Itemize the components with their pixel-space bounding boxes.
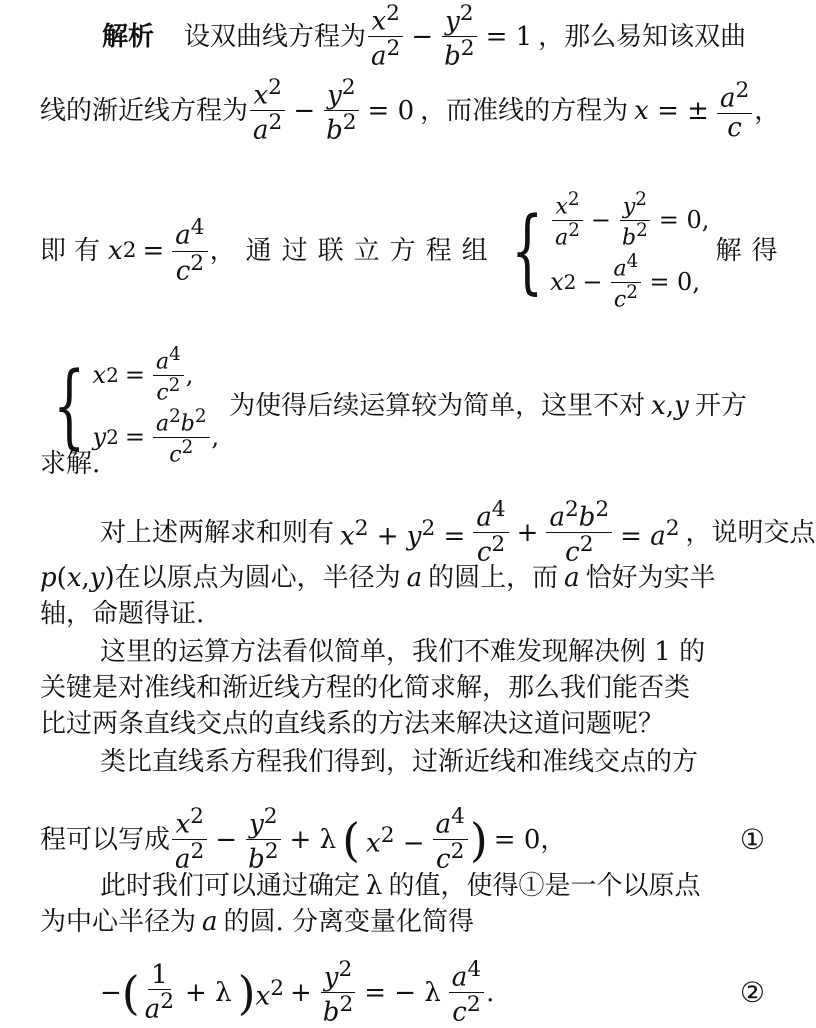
- line-6: 对上述两解求和则有 $x^2 + y^2$ = $\frac{a^4}{c^2}$ + $\frac{a^2b^2}{c^2}$ = $a^2$ ，说明交点: [100, 497, 816, 568]
- text: 线的渐近线方程为: [40, 95, 249, 126]
- fraction-y2-b2: $\frac{y^2}{b^2}$: [441, 2, 477, 72]
- line-13: 程可以写成 $\frac{x^2}{a^2}$ − $\frac{y^2}{b^2}$ + λ ( $x^2$ − $\frac{a^4}{c^2}$ ) = 0， ①: [40, 804, 765, 875]
- line-1: 解析 设双曲线方程为 $\frac{x^2}{a^2}$ − $\frac{y^2}{b^2}$ = 1 ，那么易知该双曲: [102, 1, 747, 72]
- text: 恰好为实半: [585, 563, 716, 593]
- line-5: [40, 444, 765, 484]
- fraction-a2-c: $\frac{a^2}{c}$: [717, 79, 752, 143]
- text: 开方: [694, 391, 747, 422]
- text: 对上述两解求和则有: [100, 517, 335, 548]
- text: 在以原点为圆心，半径为: [114, 563, 401, 593]
- line-7: p(x,y) 在以原点为圆心，半径为 a 的圆上，而 a 恰好为实半: [40, 558, 765, 598]
- fraction-a2b2-c2: $\frac{a^2b^2}{c^2}$: [546, 498, 612, 568]
- line-14: 此时我们可以通过确定 λ 的值，使得①是一个以原点: [100, 866, 765, 906]
- text: 的值，使得①是一个以原点: [388, 871, 701, 901]
- text: 求解.: [40, 449, 101, 479]
- text: 为中心半径为: [40, 907, 197, 937]
- line-12: [100, 742, 765, 782]
- equation-number-2: ②: [739, 975, 765, 1009]
- line-8: [40, 594, 765, 634]
- text: 即有: [40, 236, 109, 267]
- text: 轴，命题得证.: [40, 599, 205, 629]
- fraction-x2-a2: $\frac{x^2}{a^2}$: [368, 2, 403, 72]
- fraction-y2-b2: $\frac{y^2}{b^2}$: [323, 76, 359, 146]
- solution-system: { x 2 = $\frac{a^4}{c^2}$ , y 2 = $\frac{a^2b^2}{c^2}$ ,: [53, 344, 220, 467]
- equation-number-1: ①: [739, 822, 765, 856]
- fraction-a4-c2: $\frac{a^4}{c^2}$: [473, 498, 508, 568]
- text: 的圆上，而: [428, 563, 559, 593]
- text: 设双曲线方程为: [184, 21, 367, 52]
- text: 比过两条直线交点的直线系的方法来解决这道问题呢？: [40, 709, 665, 739]
- text: ，通过联立方程组: [209, 236, 498, 267]
- text: 此时我们可以通过确定: [100, 871, 361, 901]
- text: ，那么易知该双曲: [538, 21, 747, 52]
- text: ，而准线的方程为: [420, 95, 629, 126]
- text: 关键是对准线和渐近线方程的化简求解，那么我们能否类: [40, 673, 691, 703]
- fraction-y2-b2: $\frac{y^2}{b^2}$: [245, 805, 281, 875]
- fraction-x2-a2: $\frac{x^2}{a^2}$: [250, 76, 285, 146]
- fraction-x2-a2: $\frac{x^2}{a^2}$: [172, 805, 207, 875]
- analysis-label: 解析: [102, 21, 155, 52]
- line-9: [100, 632, 765, 672]
- fraction-1-a2: $\frac{1}{a^2}$: [144, 959, 175, 1026]
- text: 这里的运算方法看似简单，我们不难发现解决例 1 的: [100, 637, 706, 667]
- text: ，说明交点: [685, 517, 816, 548]
- fraction-y2-b2: $\frac{y^2}{b^2}$: [320, 958, 356, 1028]
- text: 为使得后续运算较为简单，这里不对: [229, 391, 646, 422]
- fraction-a4-c2: $\frac{a^4}{c^2}$: [449, 958, 484, 1028]
- line-10: [40, 668, 765, 708]
- fraction-a4-c2: $\frac{a^4}{c^2}$: [172, 216, 207, 286]
- line-16: − ( $\frac{1}{a^2}$ + λ ) $x^2$ + $\frac{y^2}{b^2}$ = − λ $\frac{a^4}{c^2}$ . ②: [100, 957, 765, 1028]
- line-3: 即有 x 2 = $\frac{a^4}{c^2}$ ，通过联立方程组 { $\frac{x^2}{a^2}$ − $\frac{y^2}{b^2}$ = 0, x 2 − $\frac{a^4}{c^2}$ = 0, 解得: [40, 189, 788, 312]
- fraction-a4-c2: $\frac{a^4}{c^2}$: [433, 805, 468, 875]
- equation-system: { $\frac{x^2}{a^2}$ − $\frac{y^2}{b^2}$ = 0, x 2 − $\frac{a^4}{c^2}$ = 0,: [510, 189, 710, 312]
- text: 的圆. 分离变量化简得: [223, 907, 475, 937]
- line-4: { x 2 = $\frac{a^4}{c^2}$ , y 2 = $\frac{a^2b^2}{c^2}$ , 为使得后续运算较为简单，这里不对 x,y 开方: [40, 345, 765, 467]
- line-15: 为中心半径为 a 的圆. 分离变量化简得: [40, 902, 765, 942]
- text: 类比直线系方程我们得到，过渐近线和准线交点的方: [100, 747, 699, 777]
- line-2: 线的渐近线方程为 $\frac{x^2}{a^2}$ − $\frac{y^2}{b^2}$ = 0 ，而准线的方程为 x = ± $\frac{a^2}{c}$ ，: [40, 75, 781, 146]
- text: 程可以写成: [40, 824, 171, 855]
- line-11: [40, 704, 765, 744]
- text: 解得: [715, 236, 788, 267]
